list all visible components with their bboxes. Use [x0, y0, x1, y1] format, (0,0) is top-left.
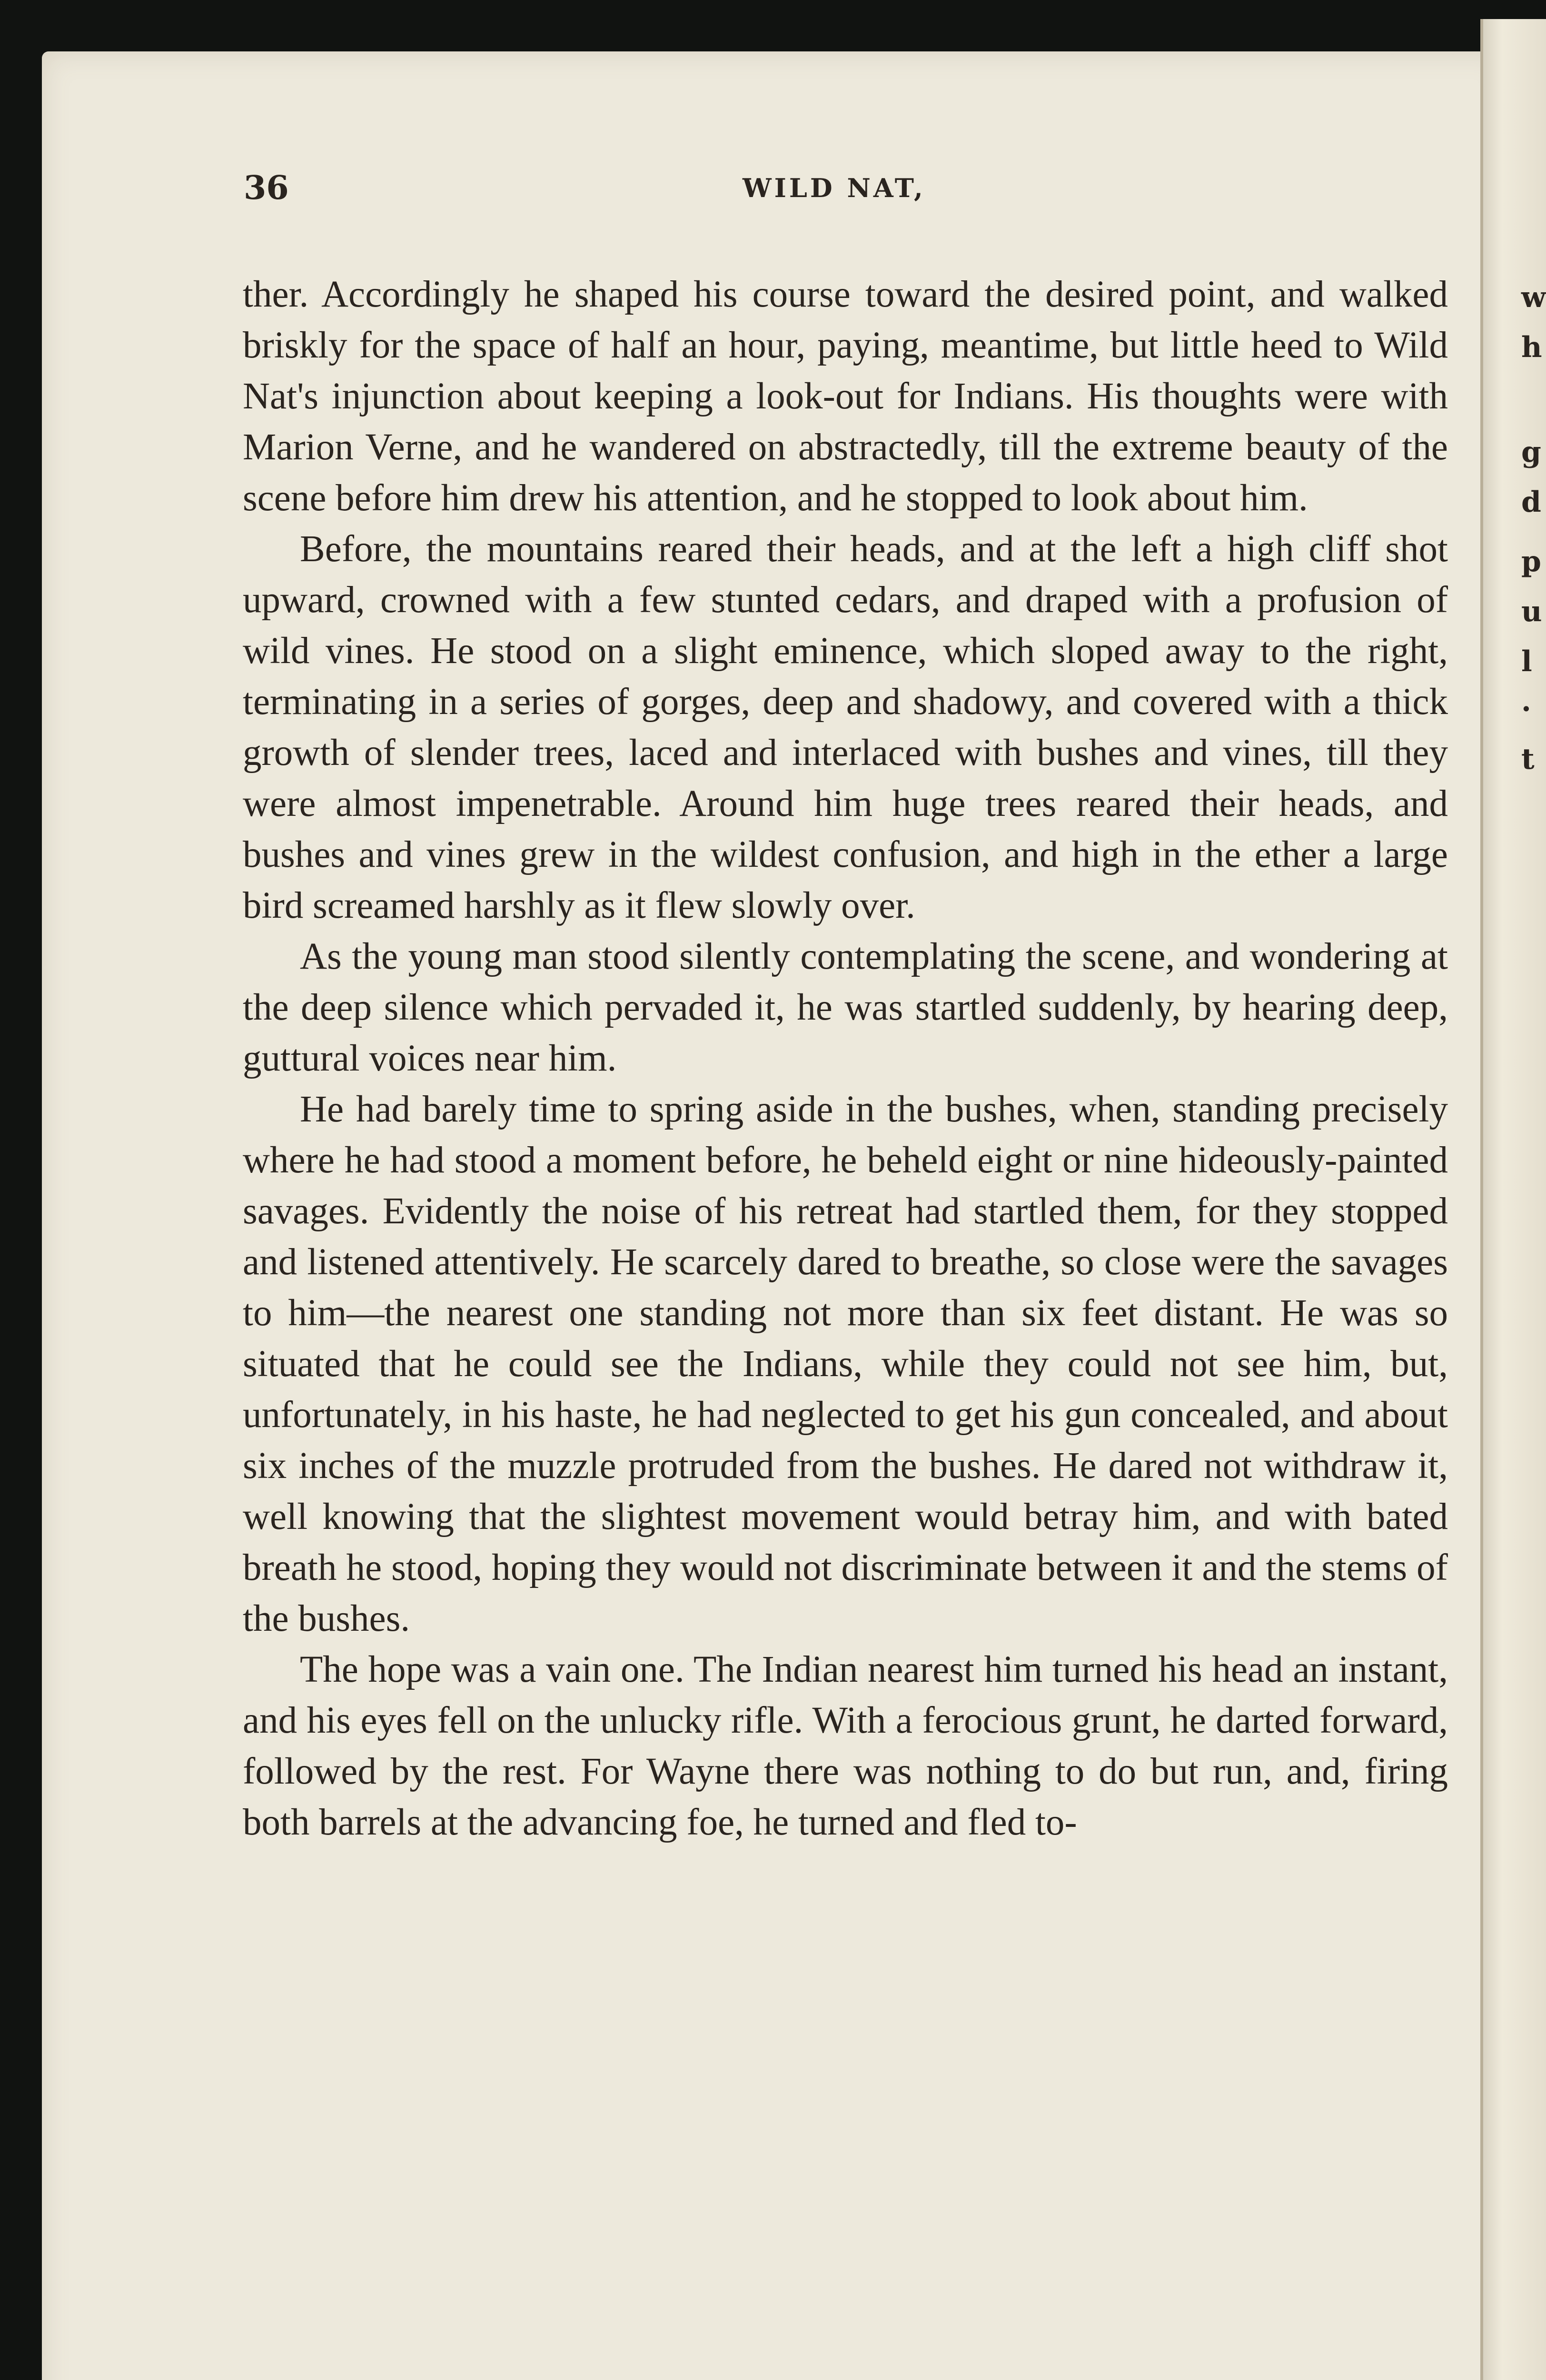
paragraph: The hope was a vain one. The Indian nearest him turned his head an instant, and his eyes fell on the unlucky rifle. With a ferocious grunt, he darted forward, followed by the rest. For Wayne there was nothing to do but run, and, firing both barrels at the advancing foe, he turned and fled to-	[243, 1649, 1448, 1843]
edge-letter: ·	[1521, 693, 1531, 726]
facing-page-edge	[1480, 19, 1546, 2380]
edge-letter: w	[1521, 281, 1546, 314]
edge-letter: g	[1521, 436, 1541, 469]
page-number: 36	[244, 169, 289, 207]
edge-letter: h	[1521, 331, 1542, 364]
paragraph: Before, the mountains reared their heads, and at the left a high cliff shot upward, crowned with a few stunted cedars, and draped with a profusion of wild vines. He stood on a slight eminence, which sloped away to the right, terminating in a series of gorges, deep and shadowy, and covered with a thick growth of slender trees, laced and interlaced with bushes and vines, till they were almost impenetrable. Around him huge trees reared their heads, and bushes and vines grew in the wildest confusion, and high in the ether a large bird screamed harshly as it flew slowly over.	[243, 528, 1448, 926]
running-head: WILD NAT,	[743, 173, 926, 203]
edge-letter: p	[1521, 545, 1541, 578]
edge-letter: t	[1521, 743, 1535, 776]
paragraph: He had barely time to spring aside in the bushes, when, standing precisely where he had stood a moment before, he beheld eight or nine hideously-painted savages. Evidently the noise of his retreat had startled them, for they stopped and listened attentively. He scarcely dared to breathe, so close were the savages to him—the nearest one standing not more than six feet distant. He was so situated that he could see the Indians, while they could not see him, but, unfortunately, in his haste, he had neglected to get his gun concealed, and about six inches of the muzzle protruded from the bushes. He dared not withdraw it, well knowing that the slightest movement would betray him, and with bated breath he stood, hoping they would not discriminate between it and the stems of the bushes.	[243, 1089, 1448, 1639]
page-header	[200, 169, 1437, 212]
edge-letter: d	[1521, 486, 1541, 519]
paragraph: ther. Accordingly he shaped his course toward the desired point, and walked briskly for the space of half an hour, paying, meantime, but little heed to Wild Nat's injunction about keeping a look-out for Indians. His thoughts were with Marion Verne, and he wandered on abstractedly, till the extreme beauty of the scene before him drew his attention, and he stopped to look about him.	[243, 274, 1448, 519]
edge-letter: l	[1521, 645, 1532, 678]
page-body-text	[243, 269, 1448, 1848]
paragraph: As the young man stood silently contemplating the scene, and wondering at the deep silence which pervaded it, he was startled suddenly, by hearing deep, guttural voices near him.	[243, 936, 1448, 1079]
edge-letter: u	[1521, 595, 1542, 628]
